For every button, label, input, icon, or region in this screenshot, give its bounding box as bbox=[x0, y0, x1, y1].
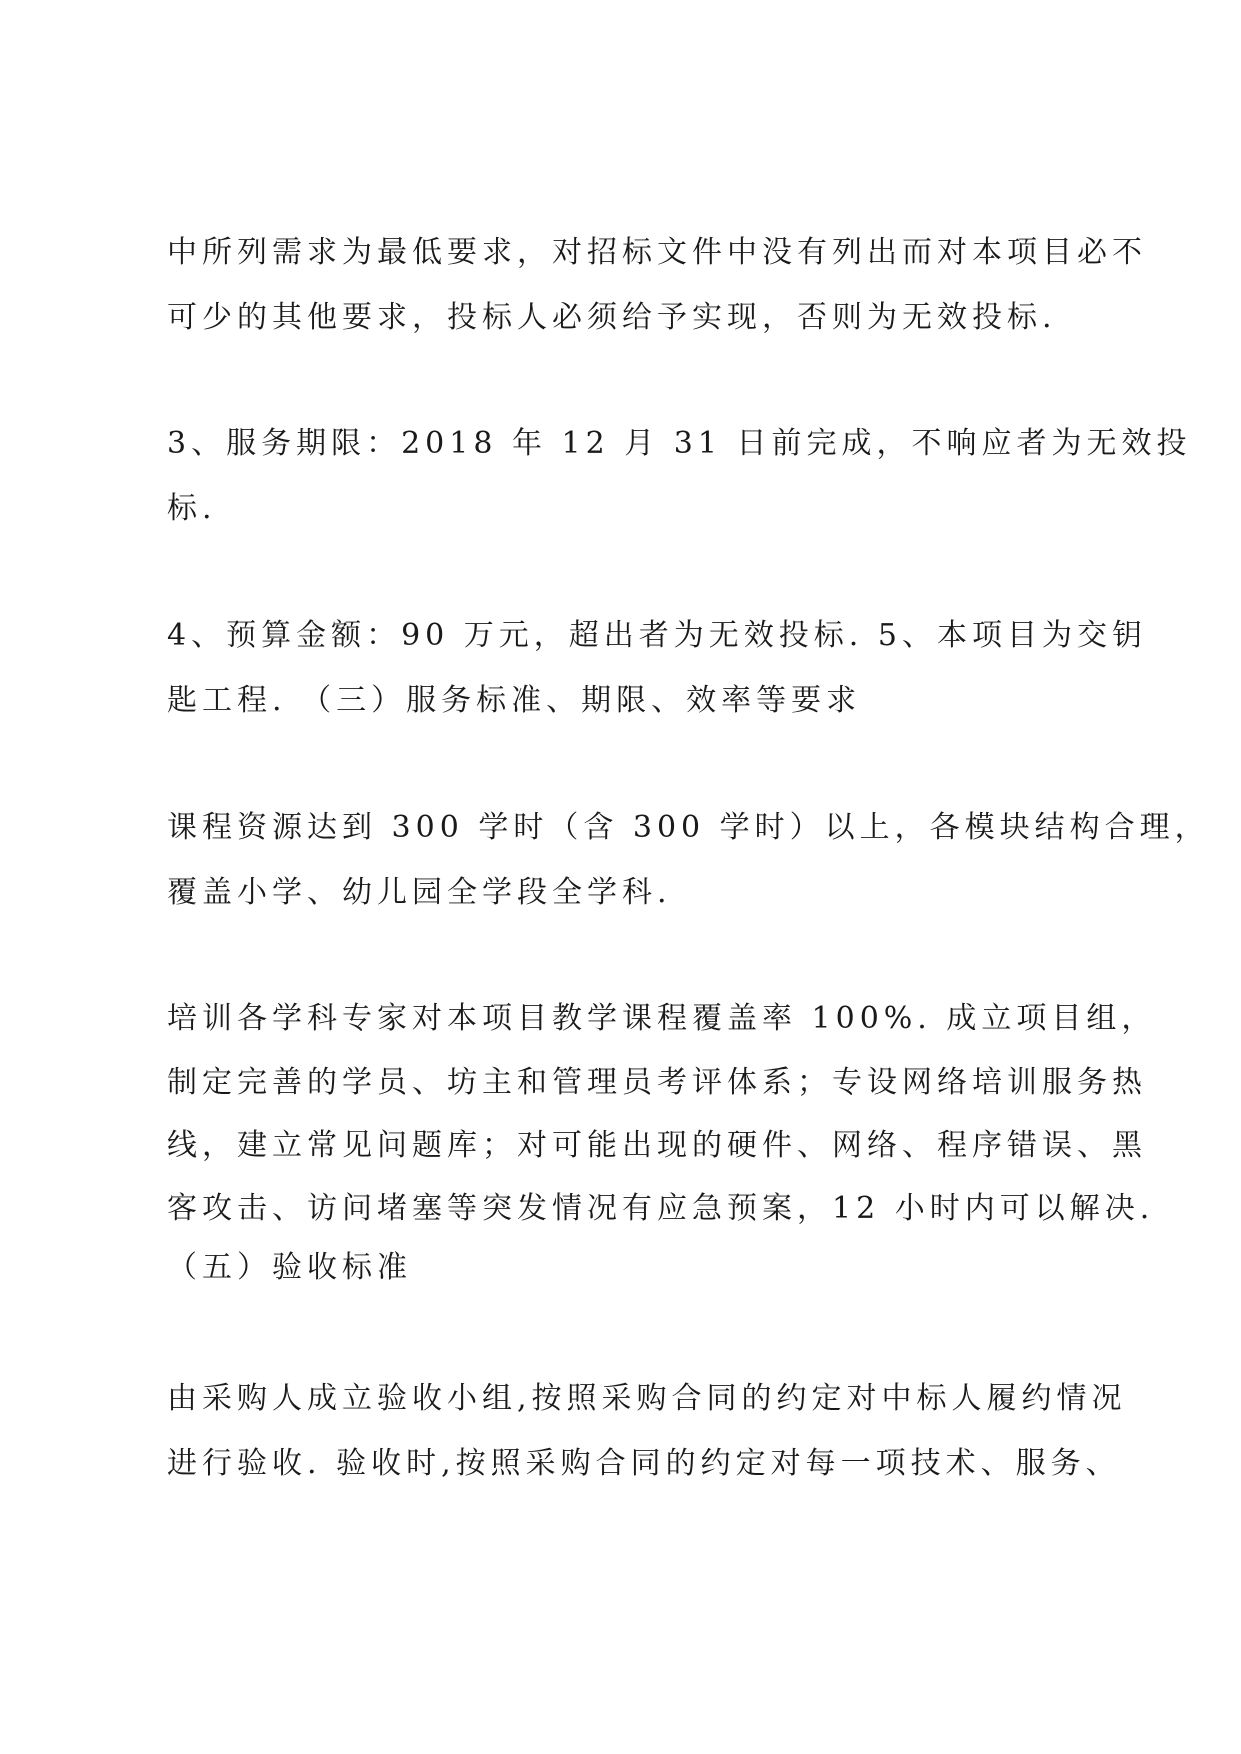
paragraph-line: 培训各学科专家对本项目教学课程覆盖率 100%. 成立项目组， bbox=[167, 1001, 1157, 1036]
paragraph-line: 匙工程. （三）服务标准、期限、效率等要求 bbox=[167, 683, 862, 718]
paragraph-line: 由采购人成立验收小组,按照采购合同的约定对中标人履约情况 bbox=[167, 1381, 1127, 1416]
paragraph-line: 进行验收. 验收时,按照采购合同的约定对每一项技术、服务、 bbox=[167, 1446, 1121, 1481]
paragraph-line: 3、服务期限：2018 年 12 月 31 日前完成，不响应者为无效投 bbox=[167, 426, 1192, 461]
paragraph-line: 中所列需求为最低要求，对招标文件中没有列出而对本项目必不 bbox=[167, 235, 1147, 270]
paragraph-line: 标. bbox=[167, 491, 217, 526]
paragraph-line: 课程资源达到 300 学时（含 300 学时）以上，各模块结构合理， bbox=[167, 810, 1210, 845]
paragraph-line: 制定完善的学员、坊主和管理员考评体系；专设网络培训服务热 bbox=[167, 1065, 1147, 1100]
paragraph-line: 线，建立常见问题库；对可能出现的硬件、网络、程序错误、黑 bbox=[167, 1128, 1147, 1163]
paragraph-line: 覆盖小学、幼儿园全学段全学科. bbox=[167, 875, 672, 910]
paragraph-line: 4、预算金额：90 万元，超出者为无效投标. 5、本项目为交钥 bbox=[167, 618, 1147, 653]
paragraph-line: 可少的其他要求，投标人必须给予实现，否则为无效投标. bbox=[167, 300, 1057, 335]
section-heading: （五）验收标准 bbox=[167, 1250, 412, 1285]
paragraph-line: 客攻击、访问堵塞等突发情况有应急预案，12 小时内可以解决. bbox=[167, 1191, 1155, 1226]
